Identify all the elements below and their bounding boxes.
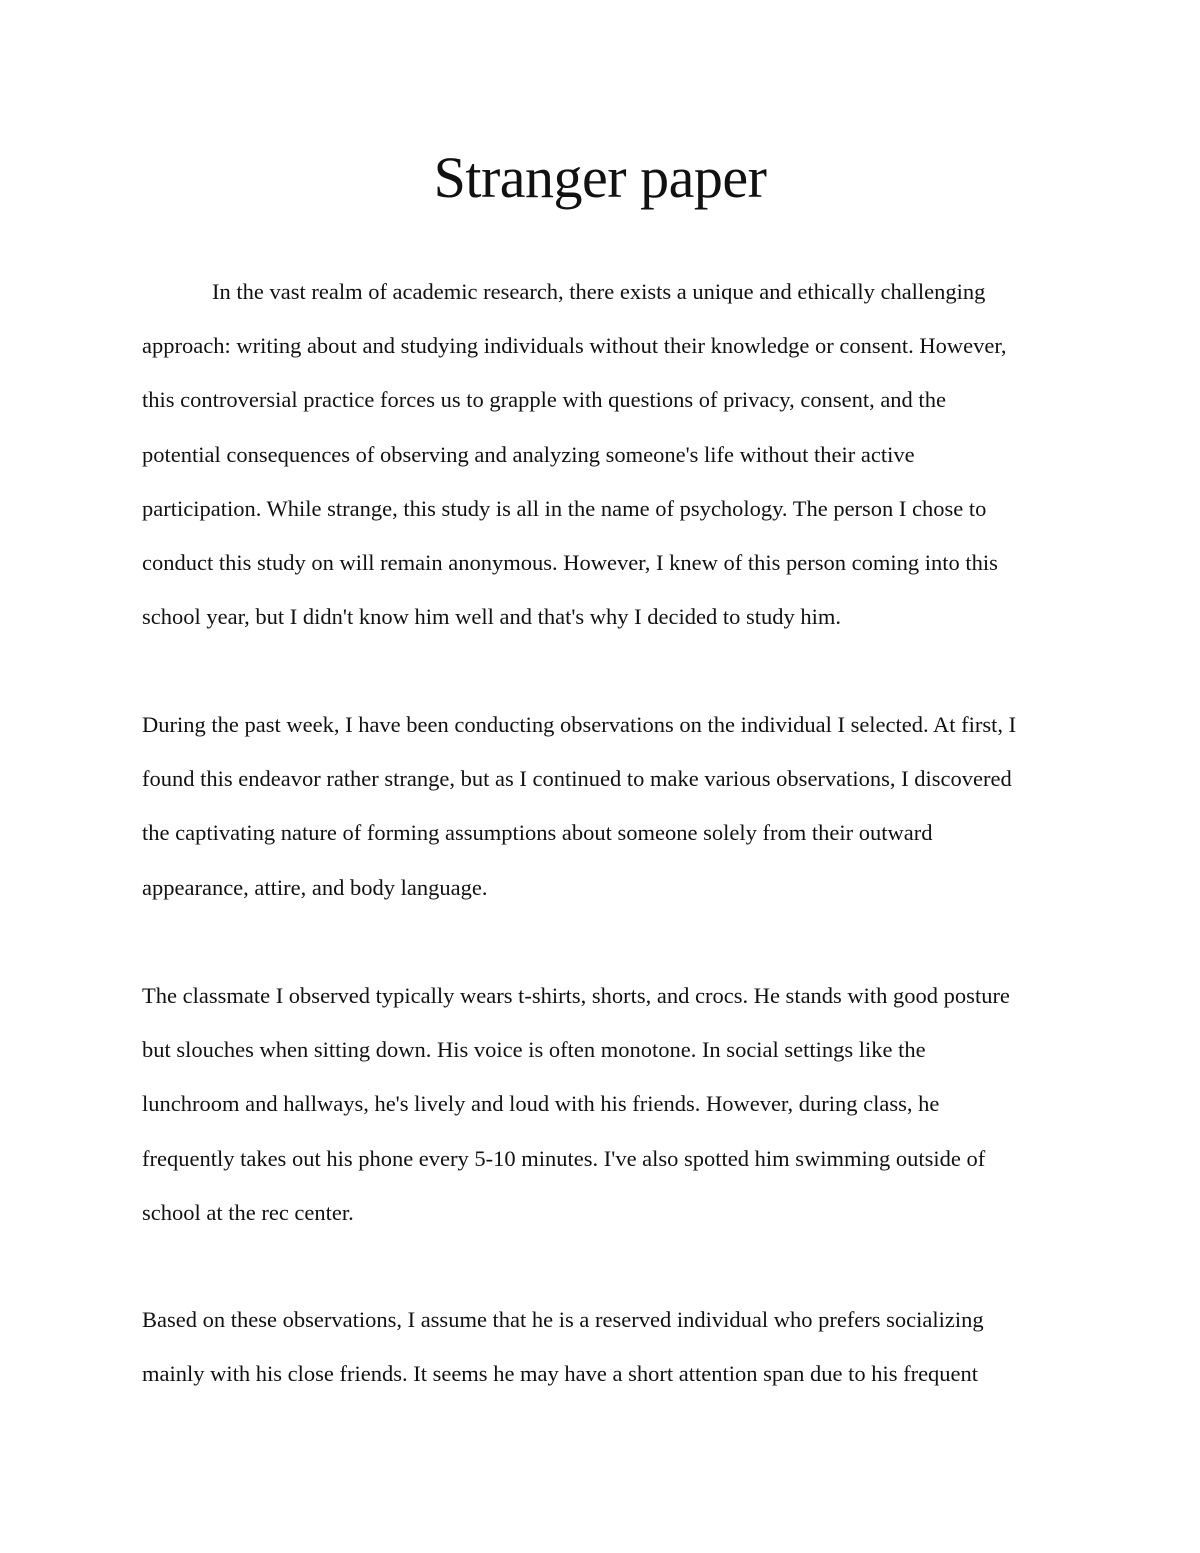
paragraph-line: school at the rec center.: [142, 1199, 354, 1225]
paragraph-observations: [142, 710, 1072, 927]
paragraph-line: found this endeavor rather strange, but as I continued to make various observations, I discovered: [142, 766, 1012, 792]
paragraph-line: conduct this study on will remain anonymous. However, I knew of this person coming into this: [142, 549, 998, 575]
paragraph-line: the captivating nature of forming assumptions about someone solely from their outward: [142, 820, 933, 846]
paragraph-line: school year, but I didn't know him well and that's why I decided to study him.: [142, 604, 841, 630]
paragraph-line: The classmate I observed typically wears t-shirts, shorts, and crocs. He stands with good posture: [142, 983, 1010, 1008]
paragraph-line: appearance, attire, and body language.: [142, 874, 488, 900]
paragraph-line: Based on these observations, I assume that he is a reserved individual who prefers socializing: [142, 1307, 984, 1332]
paragraph-classmate: [142, 981, 1072, 1252]
paragraph-intro: [142, 277, 1072, 656]
paragraph-line: During the past week, I have been conducting observations on the individual I selected. At first, I: [142, 712, 1017, 737]
paragraph-line: approach: writing about and studying individuals without their knowledge or consent. However,: [142, 333, 1007, 359]
paragraph-line: frequently takes out his phone every 5-10 minutes. I've also spotted him swimming outside of: [142, 1145, 986, 1171]
paragraph-line: but slouches when sitting down. His voice is often monotone. In social settings like the: [142, 1037, 926, 1063]
paragraph-assumptions: [142, 1305, 1072, 1413]
paragraph-line: potential consequences of observing and analyzing someone's life without their active: [142, 441, 915, 467]
paragraph-line: lunchroom and hallways, he's lively and loud with his friends. However, during class, he: [142, 1091, 940, 1117]
paragraph-line: participation. While strange, this study is all in the name of psychology. The person I chose to: [142, 495, 987, 521]
paragraph-line: this controversial practice forces us to grapple with questions of privacy, consent, and the: [142, 387, 946, 413]
paragraph-line: In the vast realm of academic research, there exists a unique and ethically challenging: [212, 279, 986, 304]
document-title: Stranger paper: [433, 145, 767, 210]
paragraph-line: mainly with his close friends. It seems he may have a short attention span due to his frequent: [142, 1361, 979, 1387]
